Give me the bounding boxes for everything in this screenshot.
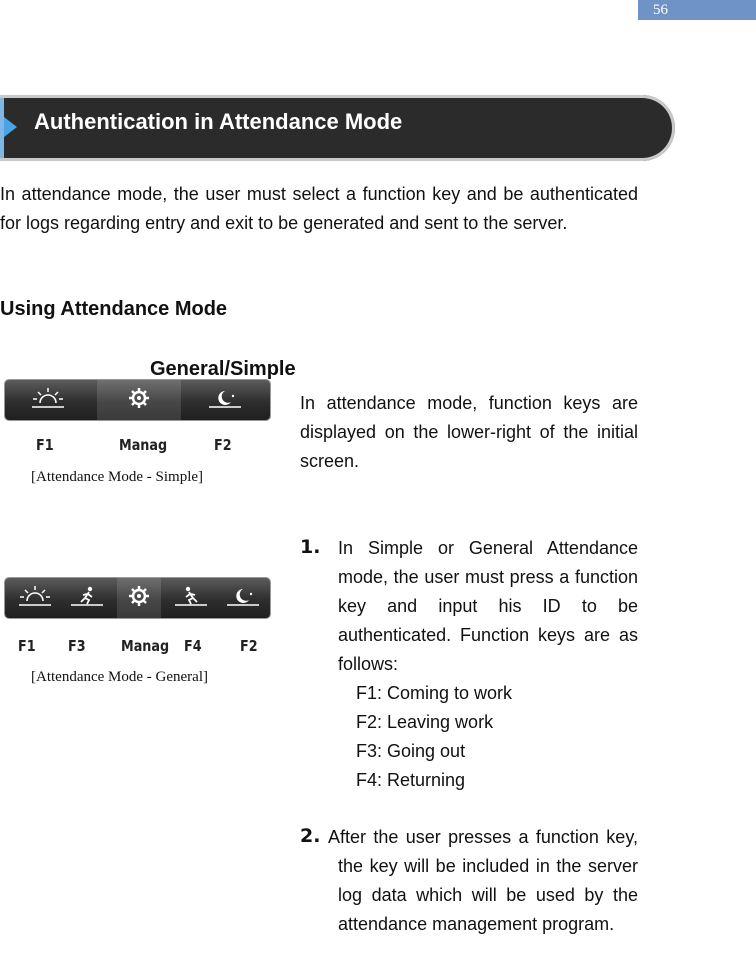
- gear-icon: [128, 387, 150, 409]
- label-f4: F4: [184, 637, 202, 655]
- function-key-item: F2: Leaving work: [356, 712, 494, 732]
- sub-heading: Using Attendance Mode: [0, 298, 228, 320]
- intro-paragraph: In attendance mode, the user must select a function key and be authenticated for logs regarding entry and exit to be generated and sent to the server.: [0, 184, 638, 233]
- step-number: 2.: [300, 825, 321, 847]
- label-f3: F3: [68, 637, 86, 655]
- caption-simple: [Attendance Mode - Simple]: [31, 469, 204, 485]
- f1-key[interactable]: [23, 380, 73, 420]
- header-arrow-icon: [4, 117, 17, 137]
- section-title: Authentication in Attendance Mode: [34, 109, 403, 134]
- moon-icon: [226, 585, 260, 607]
- label-f2: F2: [240, 637, 258, 655]
- label-manage: Manag: [121, 637, 170, 655]
- f2-key[interactable]: [200, 380, 250, 420]
- gear-icon: [128, 585, 150, 607]
- function-key-item: F4: Returning: [356, 770, 466, 790]
- step-2-text: After the user presses a function key, the key will be included in the server log data which will be used by the attendance management program.: [328, 827, 638, 934]
- section-header: [0, 95, 675, 161]
- moon-icon: [208, 387, 242, 409]
- manage-key[interactable]: [97, 380, 181, 420]
- sunrise-icon: [18, 585, 52, 607]
- step-1-text: In Simple or General Attendance mode, the user must press a function key and input his ID to be authenticated. Function keys are as follows:: [338, 538, 638, 674]
- mode-heading: General/Simple: [150, 358, 296, 380]
- label-f1: F1: [18, 637, 36, 655]
- f2-key[interactable]: [221, 578, 265, 618]
- f4-key[interactable]: [169, 578, 213, 618]
- walking-out-icon: [70, 585, 104, 607]
- label-f1: F1: [36, 436, 54, 454]
- label-f2: F2: [214, 436, 232, 454]
- label-manage: Manag: [119, 436, 168, 454]
- walking-in-icon: [174, 585, 208, 607]
- f3-key[interactable]: [65, 578, 109, 618]
- function-key-bar-simple: [5, 380, 270, 420]
- caption-general: [Attendance Mode - General]: [31, 669, 208, 685]
- function-key-item: F3: Going out: [356, 741, 466, 761]
- function-key-description: In attendance mode, function keys are displayed on the lower-right of the initial screen.: [300, 393, 638, 471]
- function-key-bar-general: [5, 578, 270, 618]
- sunrise-icon: [31, 387, 65, 409]
- step-2: [328, 823, 638, 939]
- step-number: 1.: [300, 536, 321, 558]
- step-1: [338, 534, 638, 795]
- page-number: 56: [638, 0, 756, 20]
- function-key-item: F1: Coming to work: [356, 683, 513, 703]
- manage-key[interactable]: [117, 578, 161, 618]
- f1-key[interactable]: [13, 578, 57, 618]
